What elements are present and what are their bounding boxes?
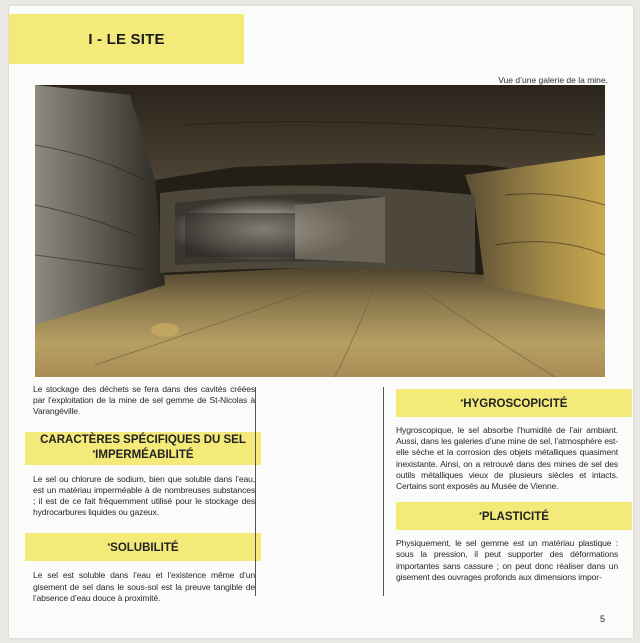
specific-heading-line1: CARACTÈRES SPÉCIFIQUES DU SEL (40, 433, 246, 446)
plasticite-heading-band (396, 502, 632, 530)
hygroscopicite-heading: HYGROSCOPICITÉ (463, 398, 568, 410)
brochure-page (9, 6, 633, 638)
hygroscopicite-heading-band (396, 389, 632, 417)
section-title: I - LE SITE (88, 30, 165, 48)
solubilite-heading: SOLUBILITÉ (110, 542, 179, 555)
section-title-band (9, 14, 244, 64)
star-mark: * (107, 543, 111, 551)
photo-caption: Vue d’une galerie de la mine. (498, 75, 608, 85)
column-divider-left (255, 387, 256, 596)
mine-gallery-photo (35, 85, 605, 377)
solubilite-paragraph: Le sel est soluble dans l’eau et l’existence même d’un gisement de sel dans le sous-sol est la preuve tangible de l’absence d’eau douce à proximité. (33, 570, 255, 603)
specific-heading (25, 432, 261, 465)
plasticite-heading: PLASTICITÉ (481, 511, 549, 524)
left-column (33, 384, 255, 604)
plasticite-paragraph: Physiquement, le sel gemme est un matériau plastique : sous la pression, il peut supporter des déformations importantes sans cassure ; on peut donc réaliser dans un gisement des ouvrages profonds aux dimensions impor- (396, 538, 618, 582)
star-mark: * (460, 399, 464, 406)
intro-paragraph: Le stockage des déchets se fera dans des cavités créées par l’exploitation de la mine de sel gemme de St-Nicolas à Varangéville. (33, 384, 255, 417)
column-divider-right (383, 387, 384, 596)
right-column (396, 389, 632, 583)
impermeabilite-heading: IMPERMÉABILITÉ (95, 448, 194, 461)
impermeabilite-paragraph: Le sel ou chlorure de sodium, bien que soluble dans l’eau, est un matériau imperméable à de nombreuses substances ; il est de ce fait fréquemment utilisé pour le stockage des hydrocarbures liquides ou gazeux. (33, 473, 255, 518)
star-mark: * (479, 512, 482, 520)
solubilite-heading-band (25, 533, 261, 561)
page-number: 5 (599, 614, 605, 624)
star-mark: * (92, 449, 96, 457)
hygroscopicite-paragraph: Hygroscopique, le sel absorbe l’humidité de l’air ambiant. Aussi, dans les galeries d’une mine de sel, l’atmosphère est-elle sèche et la corrosion des objets métalliques quasiment inexistante. Ainsi, on a retrouvé dans des mines de sel des outils métalliques vieux de plusieurs siècles et intacts. Certains sont exposés au Musée de Vienne. (396, 425, 618, 492)
